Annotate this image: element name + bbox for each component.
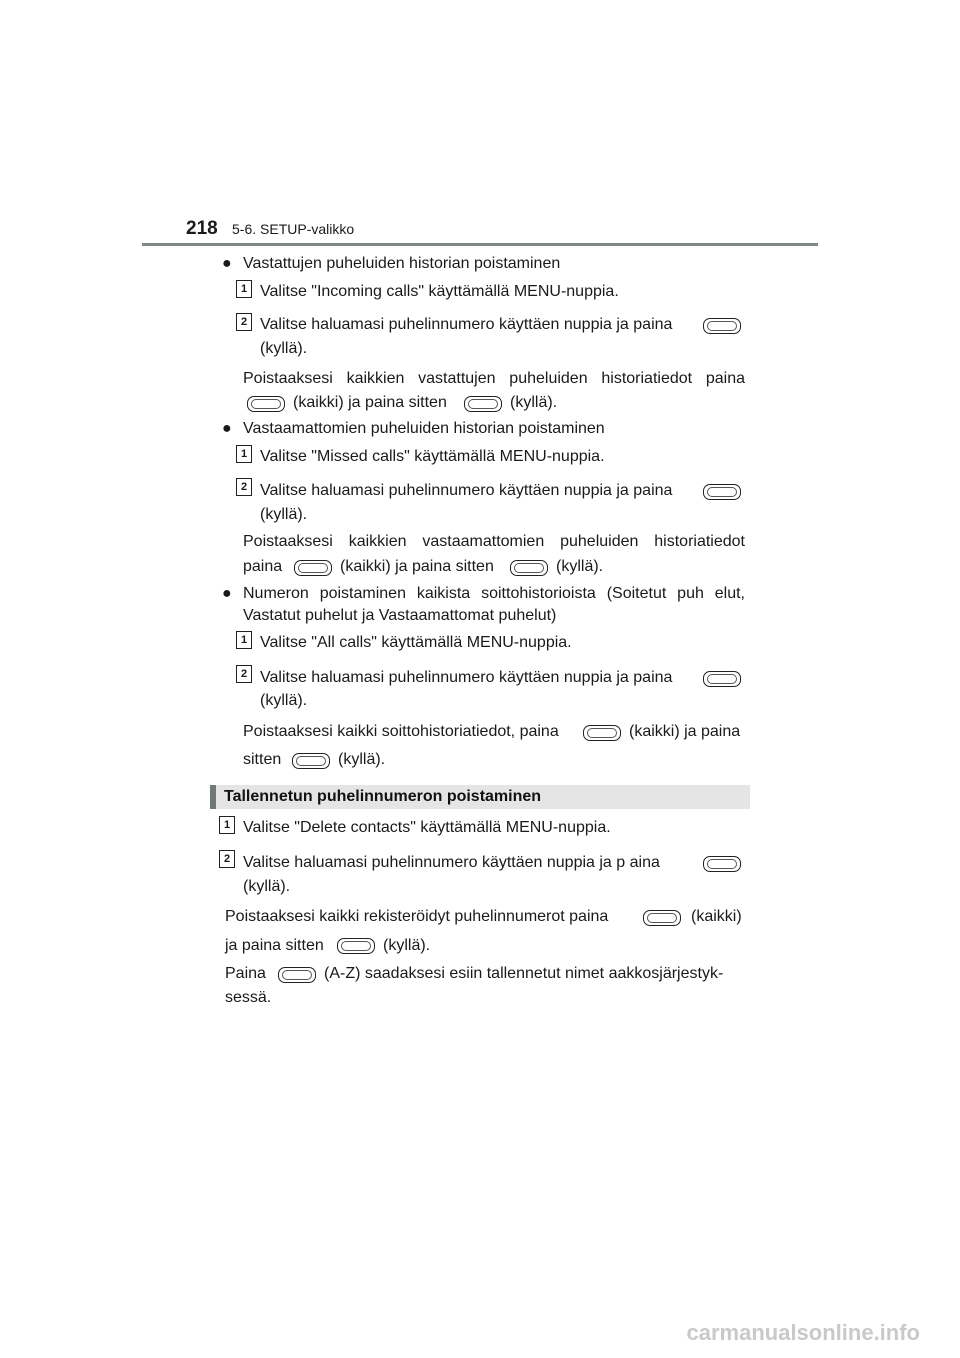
note-text: Paina	[225, 965, 266, 982]
bullet-icon: ●	[222, 255, 232, 272]
step-text: (kyllä).	[260, 340, 308, 357]
note-text: (kaikki) ja paina sitten	[293, 394, 447, 411]
button-icon	[337, 938, 375, 954]
note-text: Poistaaksesi kaikki rekisteröidyt puhelinnumerot paina	[225, 908, 609, 925]
note-text: Poistaaksesi kaikkien vastattujen puheluiden historiatiedot paina	[243, 370, 745, 387]
step-number-icon: 1	[236, 631, 252, 649]
button-icon	[247, 396, 285, 412]
note-text: (kyllä).	[510, 394, 558, 411]
bullet-title: Vastattujen puheluiden historian poistaminen	[243, 255, 561, 272]
step-number-icon: 2	[236, 665, 252, 683]
button-icon	[703, 484, 741, 500]
note-text: (kaikki) ja paina	[629, 723, 741, 740]
note-text: (kyllä).	[338, 751, 386, 768]
note-text: sessä.	[225, 989, 272, 1006]
section-title: Tallennetun puhelinnumeron poistaminen	[224, 788, 542, 805]
step-text: Valitse "All calls" käyttämällä MENU-nuppia.	[260, 634, 572, 651]
header-rule	[142, 243, 818, 246]
note-text: (kaikki) ja paina sitten	[340, 558, 494, 575]
step-text: (kyllä).	[243, 878, 291, 895]
step-text: (kyllä).	[260, 506, 308, 523]
button-icon	[510, 560, 548, 576]
button-icon	[464, 396, 502, 412]
button-icon	[278, 967, 316, 983]
button-icon	[294, 560, 332, 576]
step-text: Valitse "Missed calls" käyttämällä MENU-nuppia.	[260, 448, 605, 465]
note-text: Poistaaksesi kaikki soittohistoriatiedot, paina	[243, 723, 559, 740]
note-text: (kyllä).	[383, 937, 431, 954]
note-text: sitten	[243, 751, 282, 768]
step-text: Valitse haluamasi puhelinnumero käyttäen nuppia ja paina	[260, 316, 673, 333]
note-text: paina	[243, 558, 283, 575]
step-number-icon: 2	[236, 478, 252, 496]
step-number-icon: 2	[236, 313, 252, 331]
step-text: Valitse "Delete contacts" käyttämällä MENU-nuppia.	[243, 819, 611, 836]
note-text: ja paina sitten	[225, 937, 324, 954]
step-number-icon: 1	[236, 445, 252, 463]
button-icon	[643, 910, 681, 926]
step-number-icon: 2	[219, 850, 235, 868]
button-icon	[583, 725, 621, 741]
step-number-icon: 1	[236, 280, 252, 298]
note-text: Poistaaksesi kaikkien vastaamattomien puheluiden historiatiedot	[243, 533, 745, 550]
button-icon	[292, 753, 330, 769]
bullet-title: Vastatut puhelut ja Vastaamattomat puhelut)	[243, 607, 557, 624]
step-number-icon: 1	[219, 816, 235, 834]
note-text: (kaikki)	[691, 908, 742, 925]
bullet-icon: ●	[222, 420, 232, 437]
step-text: (kyllä).	[260, 692, 308, 709]
step-text: Valitse "Incoming calls" käyttämällä MENU-nuppia.	[260, 283, 619, 300]
page-number: 218	[186, 218, 218, 239]
watermark: carmanualsonline.info	[686, 1320, 920, 1345]
bullet-title: Numeron poistaminen kaikista soittohistorioista (Soitetut puh elut,	[243, 585, 745, 602]
step-text: Valitse haluamasi puhelinnumero käyttäen nuppia ja p aina	[243, 854, 660, 871]
button-icon	[703, 318, 741, 334]
button-icon	[703, 856, 741, 872]
step-text: Valitse haluamasi puhelinnumero käyttäen nuppia ja paina	[260, 482, 673, 499]
step-text: Valitse haluamasi puhelinnumero käyttäen nuppia ja paina	[260, 669, 673, 686]
breadcrumb: 5-6. SETUP-valikko	[232, 221, 355, 237]
note-text: (kyllä).	[556, 558, 604, 575]
button-icon	[703, 671, 741, 687]
bullet-icon: ●	[222, 585, 232, 602]
bullet-title: Vastaamattomien puheluiden historian poistaminen	[243, 420, 605, 437]
note-text: (A-Z) saadaksesi esiin tallennetut nimet aakkosjärjestyk-	[324, 965, 724, 982]
